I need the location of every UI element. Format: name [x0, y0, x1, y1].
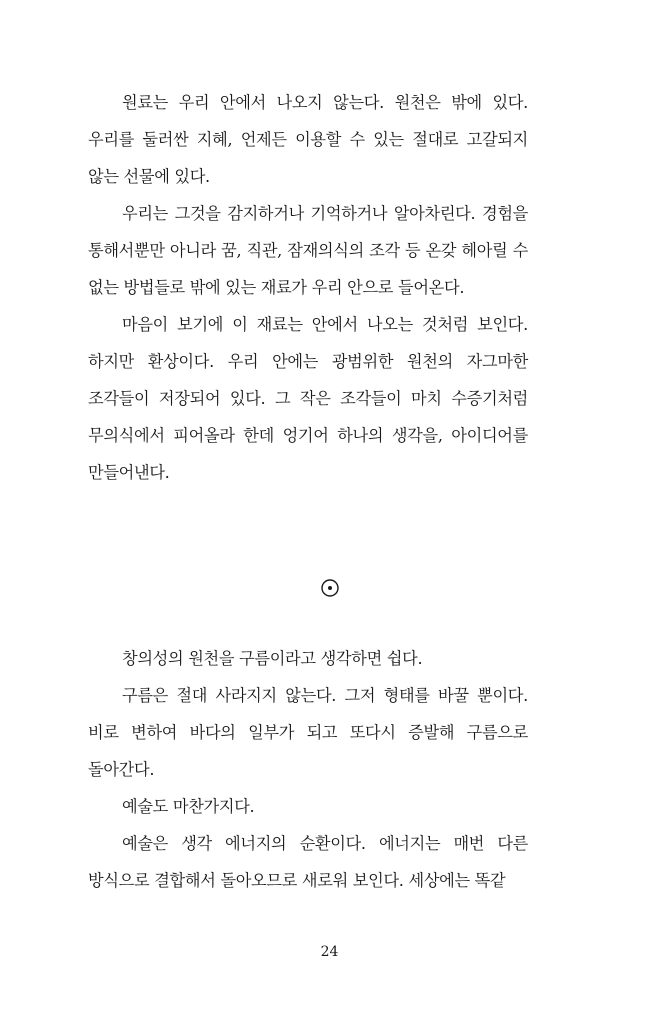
paragraph: 창의성의 원천을 구름이라고 생각하면 쉽다. — [122, 649, 423, 668]
paragraph: 우리는 그것을 감지하거나 기억하거나 알아차린다. 경험을 통해서뿐만 아니라 꿈, 직관, 잠재의식의 조각 등 온갖 헤아릴 수 없는 방법들로 밖에 있는 재료가 우리 안으로 들어온다. — [88, 204, 528, 297]
paragraph: 마음이 보기에 이 재료는 안에서 나오는 것처럼 보인다. 하지만 환상이다. 우리 안에는 광범위한 원천의 자그마한 조각들이 저장되어 있다. 그 작은 조각들이 마치 수증기처럼 무의식에서 피어올라 한데 엉기어 하나의 생각을, 아이디어를 만들어낸다. — [88, 315, 528, 482]
text-section-1 — [88, 84, 528, 491]
paragraph: 원료는 우리 안에서 나오지 않는다. 원천은 밖에 있다. 우리를 둘러싼 지혜, 언제든 이용할 수 있는 절대로 고갈되지 않는 선물에 있다. — [88, 93, 528, 186]
text-section-2 — [88, 640, 528, 899]
circled-dot-icon — [320, 578, 340, 598]
page-number: 24 — [320, 944, 339, 960]
paragraph: 구름은 절대 사라지지 않는다. 그저 형태를 바꿀 뿐이다. 비로 변하여 바다의 일부가 되고 또다시 증발해 구름으로 돌아간다. — [88, 686, 528, 779]
paragraph: 예술은 생각 에너지의 순환이다. 에너지는 매번 다른 방식으로 결합해서 돌아오므로 새로워 보인다. 세상에는 똑같 — [88, 834, 528, 890]
section-divider — [0, 568, 659, 608]
paragraph: 예술도 마찬가지다. — [122, 797, 255, 816]
